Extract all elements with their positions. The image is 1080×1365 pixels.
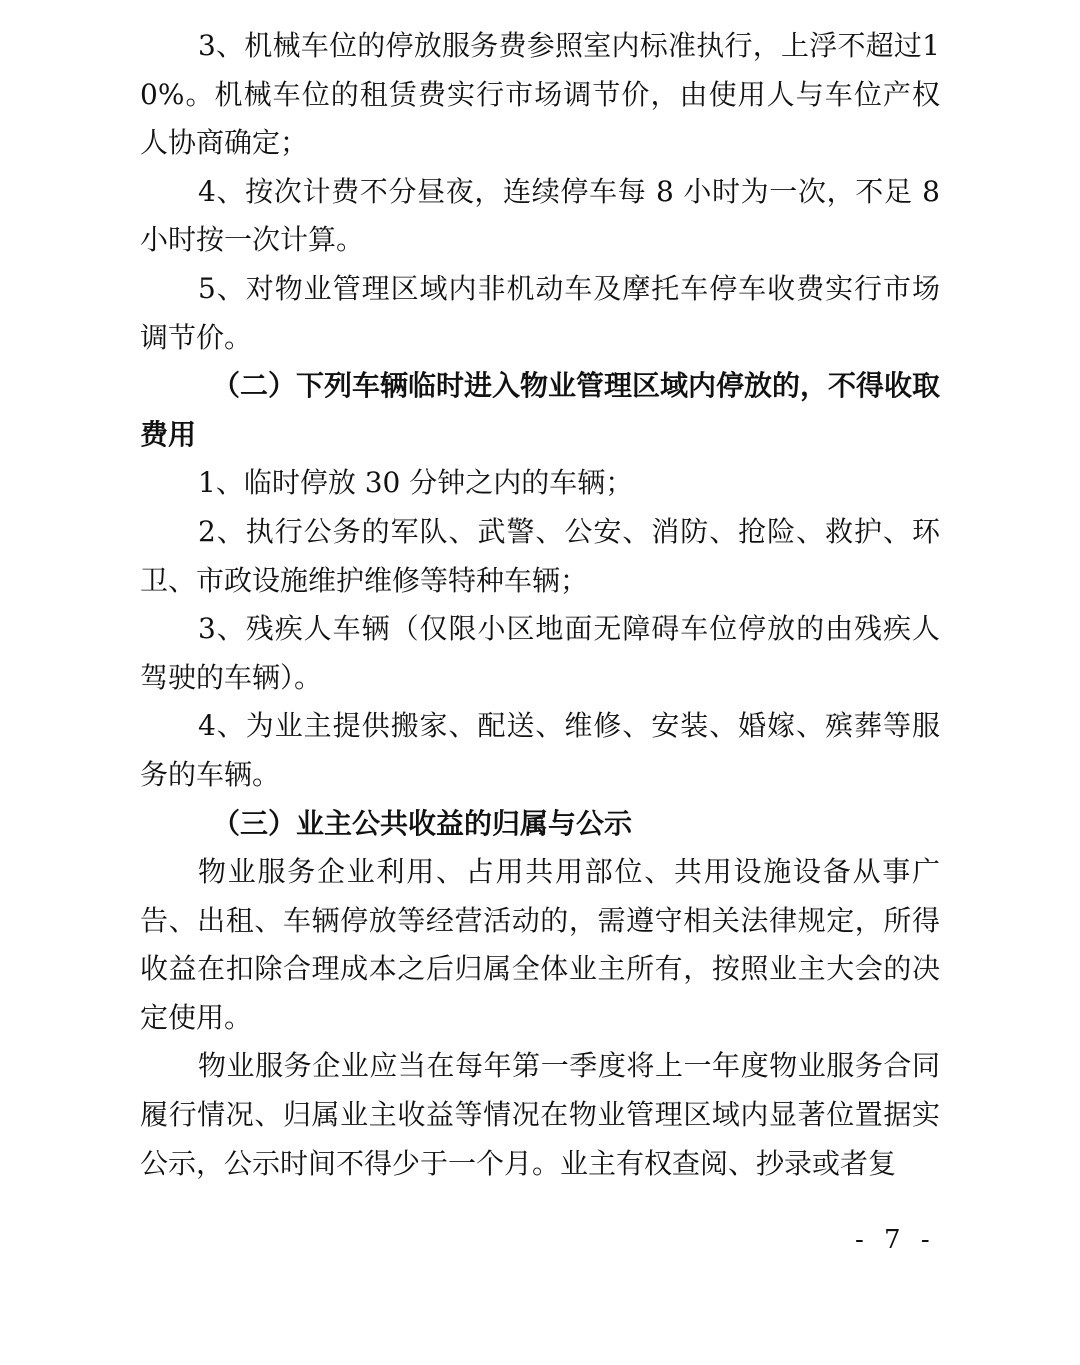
paragraph-exempt-temporary-parking: 1、临时停放 30 分钟之内的车辆； — [198, 466, 634, 500]
paragraph-public-revenue-ownership: 物业服务企业利用、占用共用部位、共用设施设备从事广告、出租、车辆停放等经营活动的，需遵守相关法律规定，所得收益在扣除合理成本之后归属全体业主所有，按照业主大会的决定使用。 — [140, 855, 940, 1034]
paragraph-public-revenue-disclosure: 物业服务企业应当在每年第一季度将上一年度物业服务合同履行情况、归属业主收益等情况在物业管理区域内显著位置据实公示，公示时间不得少于一个月。业主有权查阅、抄录或者复 — [140, 1049, 940, 1180]
page-number: - 7 - — [855, 1225, 936, 1255]
paragraph-non-motor-vehicle-fee: 5、对物业管理区域内非机动车及摩托车停车收费实行市场调节价。 — [140, 271, 940, 354]
paragraph-per-time-billing: 4、按次计费不分昼夜，连续停车每 8 小时为一次，不足 8 小时按一次计算。 — [140, 174, 940, 257]
paragraph-exempt-special-vehicles: 2、执行公务的军队、武警、公安、消防、抢险、救护、环卫、市政设施维护维修等特种车辆； — [140, 514, 940, 597]
section-heading-fee-exempt-vehicles: （二）下列车辆临时进入物业管理区域内停放的，不得收取费用 — [140, 369, 941, 451]
paragraph-mechanical-parking-fee: 3、机械车位的停放服务费参照室内标准执行，上浮不超过10%。机械车位的租赁费实行市场调节价，由使用人与车位产权人协商确定； — [140, 29, 940, 160]
document-body — [140, 22, 940, 1188]
section-heading-public-revenue: （三）业主公共收益的归属与公示 — [212, 806, 633, 840]
paragraph-exempt-service-vehicles: 4、为业主提供搬家、配送、维修、安装、婚嫁、殡葬等服务的车辆。 — [140, 709, 940, 791]
paragraph-exempt-disabled-vehicles: 3、残疾人车辆（仅限小区地面无障碍车位停放的由残疾人驾驶的车辆）。 — [140, 612, 940, 694]
